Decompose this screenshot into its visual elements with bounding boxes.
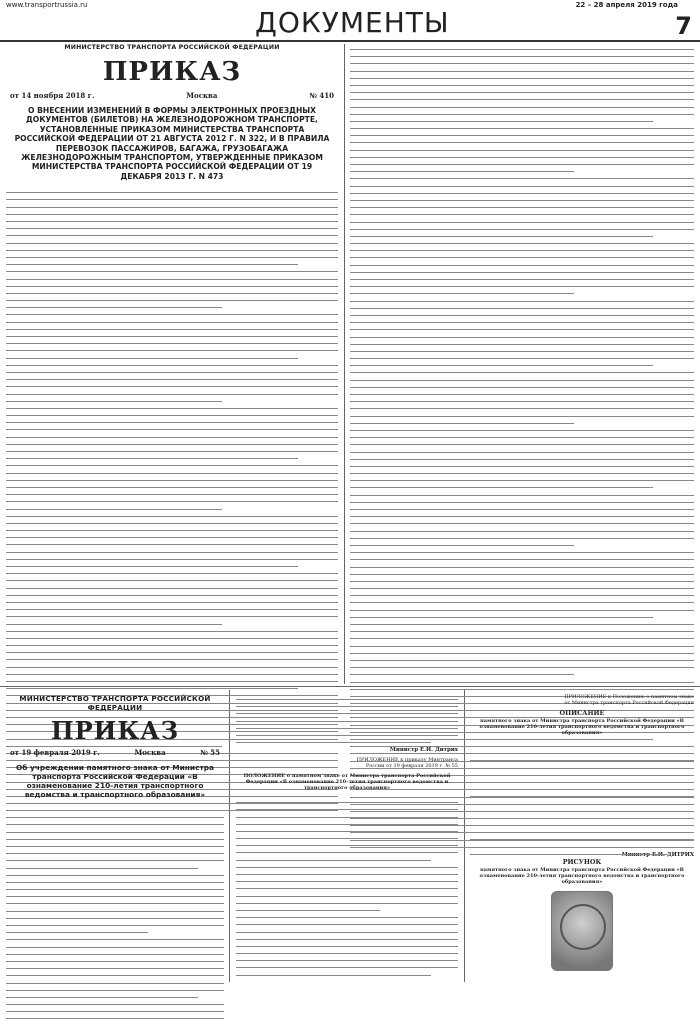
signature-role: Министр xyxy=(621,851,651,858)
order-signature: Министр Е.И. Дитрих xyxy=(389,747,458,754)
column-divider xyxy=(344,44,345,684)
order-meta xyxy=(10,748,220,757)
order-meta xyxy=(10,91,334,100)
description-subtitle: памятного знака от Министра транспорта Российской Федерации «В ознаменование 210-летия транспортного ведомства и транспортного образования» xyxy=(479,718,685,736)
page-number: 7 xyxy=(675,12,692,40)
order-headline: Об учреждении памятного знака от Министра транспорта Российской Федерации «В ознаменование 210-летия транспортного ведомства и транспортного образования» xyxy=(15,763,215,799)
order-title: ПРИКАЗ xyxy=(102,57,242,87)
order-date: от 14 ноября 2018 г. xyxy=(10,91,95,100)
description-title: ОПИСАНИЕ xyxy=(559,709,605,717)
description-label: ПРИЛОЖЕНИЕ к Положению о памятном знаке от Министра транспорта Российской Федерации xyxy=(564,694,694,706)
section-title: ДОКУМЕНТЫ xyxy=(255,6,450,39)
order-410-left xyxy=(6,44,338,684)
order-number: № 55 xyxy=(200,748,220,757)
site-url[interactable]: www.transportrussia.ru xyxy=(6,1,88,9)
issue-dates: 22 – 28 апреля 2019 года xyxy=(575,1,678,9)
order-city: Москва xyxy=(186,91,218,100)
appendix-title: ПОЛОЖЕНИЕ о памятном знаке от Министра транспорта Российской Федерации «В ознаменование 210-летия транспортного ведомства и транспортного образования» xyxy=(243,773,451,792)
signature-name: Е.И. ДИТРИХ xyxy=(651,851,694,858)
order-date: от 19 февраля 2019 г. xyxy=(10,748,100,757)
ministry-name: МИНИСТЕРСТВО ТРАНСПОРТА РОССИЙСКОЙ ФЕДЕРАЦИИ xyxy=(64,44,280,51)
appendix-label: ПРИЛОЖЕНИЕ к приказу Минтранса России от 19 февраля 2019 г. № 55 xyxy=(356,757,458,770)
figure-title: РИСУНОК xyxy=(562,857,602,866)
order-city: Москва xyxy=(134,748,166,757)
ministry-name: МИНИСТЕРСТВО ТРАНСПОРТА РОССИЙСКОЙ ФЕДЕРАЦИИ xyxy=(19,694,211,712)
order-55 xyxy=(6,694,224,982)
order-body xyxy=(6,805,224,1019)
order-number: № 410 xyxy=(309,91,334,100)
page-header xyxy=(0,0,700,42)
order-title: ПРИКАЗ xyxy=(50,716,180,745)
badge-image xyxy=(551,891,613,971)
order-headline: О ВНЕСЕНИИ ИЗМЕНЕНИЙ В ФОРМЫ ЭЛЕКТРОННЫХ ПРОЕЗДНЫХ ДОКУМЕНТОВ (БИЛЕТОВ) НА ЖЕЛЕЗНОДОРОЖНОМ ТРАНСПОРТЕ, УСТАНОВЛЕННЫЕ ПРИКАЗОМ МИНИСТЕРСТВА ТРАНСПОРТА РОССИЙСКОЙ ФЕДЕРАЦИИ ОТ 21 АВГУСТА 2012 Г. N 322, И В ПРАВИЛА ПЕРЕВОЗОК ПАССАЖИРОВ, БАГАЖА, ГРУЗОБАГАЖА ЖЕЛЕЗНОДОРОЖНЫМ ТРАНСПОРТОМ, УТВЕРЖДЕННЫЕ ПРИКАЗОМ МИНИСТЕРСТВА ТРАНСПОРТА РОССИЙСКОЙ ФЕДЕРАЦИИ ОТ 19 ДЕКАБРЯ 2013 Г. N 473 xyxy=(14,106,330,181)
figure-subtitle: памятного знака от Министра транспорта Российской Федерации «В ознаменование 210-летия транспортного ведомства и транспортного образования» xyxy=(479,866,685,885)
badge-description xyxy=(470,694,694,982)
order-55-appendix xyxy=(236,694,458,982)
